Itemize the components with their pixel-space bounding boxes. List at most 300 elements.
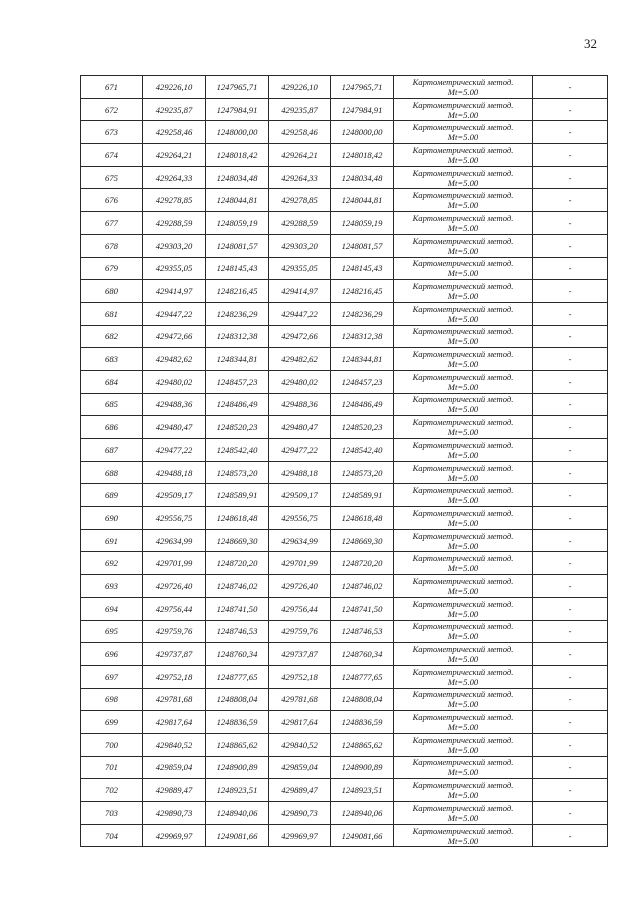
method-name: Картометрический метод. (412, 575, 514, 586)
x-coordinate-cell: 429752,18 (143, 665, 206, 688)
y-coordinate-new-cell: 1248808,04 (331, 688, 394, 711)
x-coordinate-new-cell: 429726,40 (269, 575, 331, 598)
point-number-cell: 703 (81, 802, 143, 825)
point-number-cell: 701 (81, 756, 143, 779)
x-coordinate-cell: 429759,76 (143, 620, 206, 643)
description-cell: - (533, 620, 608, 643)
method-cell (394, 779, 533, 802)
y-coordinate-new-cell: 1248741,50 (331, 597, 394, 620)
x-coordinate-cell: 429472,66 (143, 325, 206, 348)
point-number-cell: 681 (81, 302, 143, 325)
y-coordinate-new-cell: 1248589,91 (331, 484, 394, 507)
x-coordinate-cell: 429355,05 (143, 257, 206, 280)
method-accuracy: Mt=5.00 (447, 177, 479, 188)
y-coordinate-cell: 1248081,57 (206, 234, 269, 257)
method-cell (394, 597, 533, 620)
table-row (81, 121, 608, 144)
method-accuracy: Mt=5.00 (447, 563, 479, 574)
y-coordinate-cell: 1248059,19 (206, 212, 269, 235)
description-cell: - (533, 484, 608, 507)
x-coordinate-cell: 429477,22 (143, 439, 206, 462)
point-number-cell: 677 (81, 212, 143, 235)
y-coordinate-cell: 1248760,34 (206, 643, 269, 666)
description-cell: - (533, 257, 608, 280)
table-row (81, 439, 608, 462)
y-coordinate-cell: 1248344,81 (206, 348, 269, 371)
x-coordinate-new-cell: 429226,10 (269, 76, 331, 99)
table-row (81, 257, 608, 280)
y-coordinate-new-cell: 1248923,51 (331, 779, 394, 802)
table-body (81, 76, 608, 847)
x-coordinate-cell: 429634,99 (143, 529, 206, 552)
description-cell: - (533, 756, 608, 779)
method-accuracy: Mt=5.00 (447, 608, 479, 619)
method-name: Картометрический метод. (412, 485, 514, 496)
x-coordinate-cell: 429447,22 (143, 302, 206, 325)
description-cell: - (533, 121, 608, 144)
description-cell: - (533, 824, 608, 847)
method-accuracy: Mt=5.00 (447, 722, 479, 733)
description-cell: - (533, 643, 608, 666)
x-coordinate-new-cell: 429840,52 (269, 733, 331, 756)
y-coordinate-cell: 1248808,04 (206, 688, 269, 711)
point-number-cell: 690 (81, 507, 143, 530)
description-cell: - (533, 529, 608, 552)
method-name: Картометрический метод. (412, 190, 514, 201)
method-name: Картометрический метод. (412, 507, 514, 518)
method-name: Картометрический метод. (412, 394, 514, 405)
point-number-cell: 694 (81, 597, 143, 620)
method-name: Картометрический метод. (412, 439, 514, 450)
x-coordinate-new-cell: 429278,85 (269, 189, 331, 212)
method-name: Картометрический метод. (412, 303, 514, 314)
method-cell (394, 393, 533, 416)
y-coordinate-new-cell: 1249081,66 (331, 824, 394, 847)
y-coordinate-new-cell: 1248746,53 (331, 620, 394, 643)
table-row (81, 597, 608, 620)
method-name: Картометрический метод. (412, 212, 514, 223)
table-row (81, 756, 608, 779)
y-coordinate-cell: 1248669,30 (206, 529, 269, 552)
table-row (81, 484, 608, 507)
description-cell: - (533, 507, 608, 530)
description-cell: - (533, 552, 608, 575)
x-coordinate-new-cell: 429477,22 (269, 439, 331, 462)
method-name: Картометрический метод. (412, 144, 514, 155)
point-number-cell: 687 (81, 439, 143, 462)
method-accuracy: Mt=5.00 (447, 835, 479, 846)
y-coordinate-new-cell: 1248059,19 (331, 212, 394, 235)
x-coordinate-cell: 429781,68 (143, 688, 206, 711)
table-row (81, 802, 608, 825)
x-coordinate-cell: 429737,87 (143, 643, 206, 666)
y-coordinate-cell: 1249081,66 (206, 824, 269, 847)
method-cell (394, 280, 533, 303)
x-coordinate-cell: 429235,87 (143, 98, 206, 121)
x-coordinate-new-cell: 429488,36 (269, 393, 331, 416)
y-coordinate-new-cell: 1248900,89 (331, 756, 394, 779)
point-number-cell: 672 (81, 98, 143, 121)
method-accuracy: Mt=5.00 (447, 245, 479, 256)
point-number-cell: 691 (81, 529, 143, 552)
y-coordinate-new-cell: 1248486,49 (331, 393, 394, 416)
method-cell (394, 348, 533, 371)
point-number-cell: 678 (81, 234, 143, 257)
method-cell (394, 76, 533, 99)
y-coordinate-new-cell: 1248760,34 (331, 643, 394, 666)
method-cell (394, 212, 533, 235)
x-coordinate-cell: 429509,17 (143, 484, 206, 507)
method-name: Картометрический метод. (412, 371, 514, 382)
method-name: Картометрический метод. (412, 712, 514, 723)
x-coordinate-cell: 429817,64 (143, 711, 206, 734)
point-number-cell: 695 (81, 620, 143, 643)
method-name: Картометрический метод. (412, 553, 514, 564)
method-cell (394, 756, 533, 779)
point-number-cell: 704 (81, 824, 143, 847)
x-coordinate-new-cell: 429264,33 (269, 166, 331, 189)
y-coordinate-cell: 1247965,71 (206, 76, 269, 99)
method-name: Картометрический метод. (412, 258, 514, 269)
method-cell (394, 166, 533, 189)
point-number-cell: 671 (81, 76, 143, 99)
method-accuracy: Mt=5.00 (447, 359, 479, 370)
method-accuracy: Mt=5.00 (447, 109, 479, 120)
y-coordinate-cell: 1248573,20 (206, 461, 269, 484)
description-cell: - (533, 393, 608, 416)
x-coordinate-cell: 429859,04 (143, 756, 206, 779)
method-cell (394, 824, 533, 847)
y-coordinate-cell: 1248777,65 (206, 665, 269, 688)
method-accuracy: Mt=5.00 (447, 472, 479, 483)
point-number-cell: 684 (81, 370, 143, 393)
method-accuracy: Mt=5.00 (447, 86, 479, 97)
x-coordinate-new-cell: 429509,17 (269, 484, 331, 507)
method-name: Картометрический метод. (412, 417, 514, 428)
method-accuracy: Mt=5.00 (447, 313, 479, 324)
x-coordinate-new-cell: 429969,97 (269, 824, 331, 847)
description-cell: - (533, 348, 608, 371)
point-number-cell: 697 (81, 665, 143, 688)
x-coordinate-new-cell: 429752,18 (269, 665, 331, 688)
method-name: Картометрический метод. (412, 598, 514, 609)
description-cell: - (533, 733, 608, 756)
table-row (81, 461, 608, 484)
x-coordinate-new-cell: 429303,20 (269, 234, 331, 257)
method-cell (394, 302, 533, 325)
table-row (81, 234, 608, 257)
y-coordinate-cell: 1248520,23 (206, 416, 269, 439)
method-accuracy: Mt=5.00 (447, 132, 479, 143)
description-cell: - (533, 325, 608, 348)
method-accuracy: Mt=5.00 (447, 744, 479, 755)
method-name: Картометрический метод. (412, 281, 514, 292)
method-accuracy: Mt=5.00 (447, 812, 479, 823)
y-coordinate-new-cell: 1248344,81 (331, 348, 394, 371)
x-coordinate-cell: 429480,02 (143, 370, 206, 393)
y-coordinate-cell: 1248923,51 (206, 779, 269, 802)
y-coordinate-cell: 1247984,91 (206, 98, 269, 121)
table-row (81, 552, 608, 575)
method-name: Картометрический метод. (412, 122, 514, 133)
method-accuracy: Mt=5.00 (447, 676, 479, 687)
point-number-cell: 680 (81, 280, 143, 303)
description-cell: - (533, 212, 608, 235)
x-coordinate-cell: 429969,97 (143, 824, 206, 847)
table-row (81, 325, 608, 348)
y-coordinate-cell: 1248044,81 (206, 189, 269, 212)
description-cell: - (533, 166, 608, 189)
x-coordinate-cell: 429840,52 (143, 733, 206, 756)
table-row (81, 393, 608, 416)
x-coordinate-cell: 429482,62 (143, 348, 206, 371)
method-cell (394, 257, 533, 280)
table-row (81, 575, 608, 598)
method-name: Картометрический метод. (412, 326, 514, 337)
x-coordinate-cell: 429288,59 (143, 212, 206, 235)
x-coordinate-new-cell: 429258,46 (269, 121, 331, 144)
method-name: Картометрический метод. (412, 689, 514, 700)
table-row (81, 280, 608, 303)
point-number-cell: 700 (81, 733, 143, 756)
method-accuracy: Mt=5.00 (447, 427, 479, 438)
method-name: Картометрический метод. (412, 76, 514, 87)
x-coordinate-new-cell: 429447,22 (269, 302, 331, 325)
method-accuracy: Mt=5.00 (447, 200, 479, 211)
y-coordinate-new-cell: 1248746,02 (331, 575, 394, 598)
point-number-cell: 679 (81, 257, 143, 280)
y-coordinate-new-cell: 1248312,38 (331, 325, 394, 348)
y-coordinate-cell: 1248940,06 (206, 802, 269, 825)
method-cell (394, 665, 533, 688)
y-coordinate-cell: 1248486,49 (206, 393, 269, 416)
method-cell (394, 575, 533, 598)
table-row (81, 370, 608, 393)
x-coordinate-new-cell: 429890,73 (269, 802, 331, 825)
method-accuracy: Mt=5.00 (447, 449, 479, 460)
description-cell: - (533, 597, 608, 620)
y-coordinate-new-cell: 1248618,48 (331, 507, 394, 530)
method-cell (394, 144, 533, 167)
y-coordinate-new-cell: 1247984,91 (331, 98, 394, 121)
table-row (81, 166, 608, 189)
method-name: Картометрический метод. (412, 99, 514, 110)
method-accuracy: Mt=5.00 (447, 291, 479, 302)
point-number-cell: 685 (81, 393, 143, 416)
description-cell: - (533, 711, 608, 734)
y-coordinate-new-cell: 1248836,59 (331, 711, 394, 734)
method-cell (394, 802, 533, 825)
description-cell: - (533, 665, 608, 688)
method-cell (394, 688, 533, 711)
y-coordinate-new-cell: 1248542,40 (331, 439, 394, 462)
table-row (81, 302, 608, 325)
x-coordinate-new-cell: 429701,99 (269, 552, 331, 575)
x-coordinate-new-cell: 429756,44 (269, 597, 331, 620)
description-cell: - (533, 76, 608, 99)
table-row (81, 212, 608, 235)
description-cell: - (533, 461, 608, 484)
x-coordinate-cell: 429488,36 (143, 393, 206, 416)
x-coordinate-new-cell: 429737,87 (269, 643, 331, 666)
point-number-cell: 702 (81, 779, 143, 802)
method-name: Картометрический метод. (412, 734, 514, 745)
y-coordinate-cell: 1248618,48 (206, 507, 269, 530)
method-accuracy: Mt=5.00 (447, 631, 479, 642)
description-cell: - (533, 280, 608, 303)
method-accuracy: Mt=5.00 (447, 222, 479, 233)
method-cell (394, 529, 533, 552)
x-coordinate-cell: 429414,97 (143, 280, 206, 303)
x-coordinate-new-cell: 429634,99 (269, 529, 331, 552)
x-coordinate-cell: 429556,75 (143, 507, 206, 530)
method-accuracy: Mt=5.00 (447, 790, 479, 801)
method-name: Картометрический метод. (412, 780, 514, 791)
method-cell (394, 234, 533, 257)
method-cell (394, 189, 533, 212)
y-coordinate-new-cell: 1248720,20 (331, 552, 394, 575)
description-cell: - (533, 302, 608, 325)
y-coordinate-new-cell: 1248081,57 (331, 234, 394, 257)
method-name: Картометрический метод. (412, 167, 514, 178)
y-coordinate-new-cell: 1248669,30 (331, 529, 394, 552)
x-coordinate-new-cell: 429889,47 (269, 779, 331, 802)
description-cell: - (533, 189, 608, 212)
method-accuracy: Mt=5.00 (447, 381, 479, 392)
x-coordinate-new-cell: 429482,62 (269, 348, 331, 371)
x-coordinate-cell: 429488,18 (143, 461, 206, 484)
method-accuracy: Mt=5.00 (447, 336, 479, 347)
y-coordinate-cell: 1248457,23 (206, 370, 269, 393)
method-cell (394, 552, 533, 575)
x-coordinate-cell: 429701,99 (143, 552, 206, 575)
y-coordinate-cell: 1248542,40 (206, 439, 269, 462)
x-coordinate-cell: 429264,21 (143, 144, 206, 167)
x-coordinate-new-cell: 429414,97 (269, 280, 331, 303)
method-name: Картометрический метод. (412, 621, 514, 632)
method-name: Картометрический метод. (412, 644, 514, 655)
table-row (81, 665, 608, 688)
x-coordinate-cell: 429258,46 (143, 121, 206, 144)
point-number-cell: 688 (81, 461, 143, 484)
x-coordinate-cell: 429278,85 (143, 189, 206, 212)
method-cell (394, 711, 533, 734)
method-name: Картометрический метод. (412, 349, 514, 360)
y-coordinate-cell: 1248216,45 (206, 280, 269, 303)
y-coordinate-cell: 1248236,29 (206, 302, 269, 325)
y-coordinate-cell: 1248900,89 (206, 756, 269, 779)
method-accuracy: Mt=5.00 (447, 154, 479, 165)
method-cell (394, 98, 533, 121)
method-name: Картометрический метод. (412, 235, 514, 246)
x-coordinate-new-cell: 429235,87 (269, 98, 331, 121)
table-row (81, 711, 608, 734)
method-cell (394, 325, 533, 348)
y-coordinate-new-cell: 1248145,43 (331, 257, 394, 280)
method-accuracy: Mt=5.00 (447, 495, 479, 506)
y-coordinate-new-cell: 1248236,29 (331, 302, 394, 325)
method-accuracy: Mt=5.00 (447, 699, 479, 710)
x-coordinate-cell: 429264,33 (143, 166, 206, 189)
table-row (81, 98, 608, 121)
table-row (81, 144, 608, 167)
x-coordinate-cell: 429226,10 (143, 76, 206, 99)
table-row (81, 507, 608, 530)
method-cell (394, 484, 533, 507)
method-accuracy: Mt=5.00 (447, 540, 479, 551)
y-coordinate-cell: 1248018,42 (206, 144, 269, 167)
y-coordinate-new-cell: 1248216,45 (331, 280, 394, 303)
method-cell (394, 643, 533, 666)
point-number-cell: 689 (81, 484, 143, 507)
page-number: 32 (584, 36, 597, 51)
point-number-cell: 692 (81, 552, 143, 575)
description-cell: - (533, 98, 608, 121)
table-row (81, 779, 608, 802)
table-row (81, 416, 608, 439)
point-number-cell: 696 (81, 643, 143, 666)
y-coordinate-new-cell: 1248777,65 (331, 665, 394, 688)
y-coordinate-cell: 1248836,59 (206, 711, 269, 734)
description-cell: - (533, 370, 608, 393)
point-number-cell: 676 (81, 189, 143, 212)
y-coordinate-cell: 1248865,62 (206, 733, 269, 756)
y-coordinate-new-cell: 1248044,81 (331, 189, 394, 212)
y-coordinate-new-cell: 1248573,20 (331, 461, 394, 484)
table-row (81, 348, 608, 371)
x-coordinate-new-cell: 429488,18 (269, 461, 331, 484)
description-cell: - (533, 802, 608, 825)
method-accuracy: Mt=5.00 (447, 268, 479, 279)
method-name: Картометрический метод. (412, 462, 514, 473)
y-coordinate-new-cell: 1248865,62 (331, 733, 394, 756)
method-accuracy: Mt=5.00 (447, 517, 479, 528)
table-row (81, 620, 608, 643)
y-coordinate-cell: 1248145,43 (206, 257, 269, 280)
x-coordinate-new-cell: 429556,75 (269, 507, 331, 530)
y-coordinate-cell: 1248000,00 (206, 121, 269, 144)
table-row (81, 643, 608, 666)
y-coordinate-new-cell: 1248034,48 (331, 166, 394, 189)
point-number-cell: 673 (81, 121, 143, 144)
y-coordinate-cell: 1248746,02 (206, 575, 269, 598)
x-coordinate-cell: 429756,44 (143, 597, 206, 620)
method-cell (394, 461, 533, 484)
y-coordinate-new-cell: 1247965,71 (331, 76, 394, 99)
y-coordinate-cell: 1248312,38 (206, 325, 269, 348)
x-coordinate-cell: 429890,73 (143, 802, 206, 825)
method-accuracy: Mt=5.00 (447, 767, 479, 778)
method-cell (394, 370, 533, 393)
description-cell: - (533, 234, 608, 257)
point-number-cell: 693 (81, 575, 143, 598)
x-coordinate-new-cell: 429480,02 (269, 370, 331, 393)
y-coordinate-new-cell: 1248457,23 (331, 370, 394, 393)
point-number-cell: 683 (81, 348, 143, 371)
x-coordinate-new-cell: 429355,05 (269, 257, 331, 280)
point-number-cell: 682 (81, 325, 143, 348)
table-row (81, 76, 608, 99)
method-accuracy: Mt=5.00 (447, 404, 479, 415)
x-coordinate-new-cell: 429759,76 (269, 620, 331, 643)
x-coordinate-new-cell: 429472,66 (269, 325, 331, 348)
description-cell: - (533, 688, 608, 711)
table-row (81, 189, 608, 212)
x-coordinate-new-cell: 429480,47 (269, 416, 331, 439)
coordinates-table (80, 75, 608, 847)
description-cell: - (533, 779, 608, 802)
x-coordinate-new-cell: 429288,59 (269, 212, 331, 235)
